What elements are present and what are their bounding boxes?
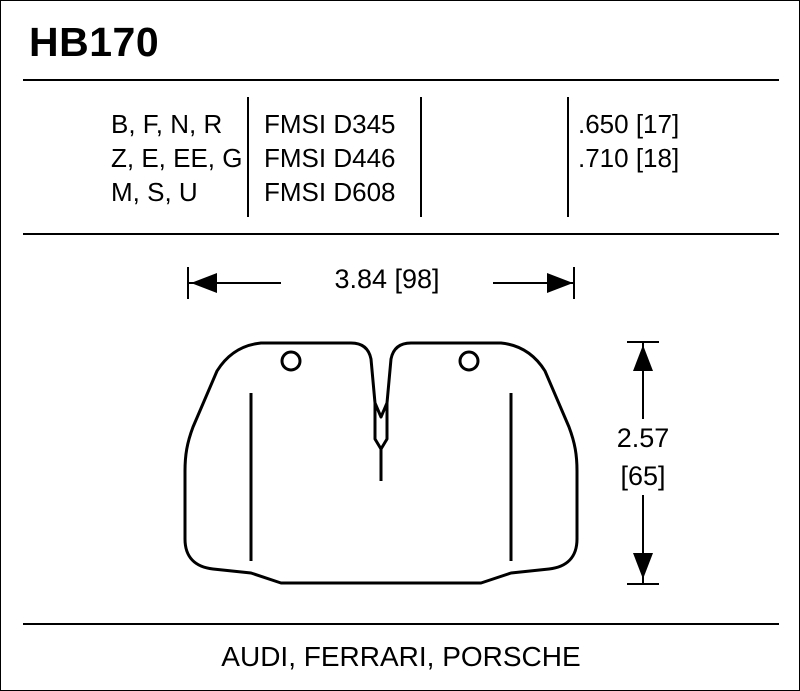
- fmsi-number-row: FMSI D446: [264, 143, 396, 173]
- arrow-left-icon: [191, 273, 217, 293]
- compound-codes-row: B, F, N, R: [111, 109, 223, 139]
- header-divider-top: [23, 79, 779, 81]
- vehicle-applications: AUDI, FERRARI, PORSCHE: [221, 641, 581, 672]
- thickness-column: [578, 107, 679, 175]
- table-column-divider-1: [247, 97, 249, 217]
- width-extension-line-left: [187, 267, 189, 299]
- height-extension-line-bottom: [627, 583, 659, 585]
- header-divider-bottom: [23, 233, 779, 235]
- arrow-down-icon: [633, 553, 653, 579]
- height-dimension-inches: 2.57: [616, 423, 670, 453]
- table-column-divider-3: [567, 97, 569, 217]
- compound-codes-row: Z, E, EE, G: [111, 143, 243, 173]
- arrow-up-icon: [633, 345, 653, 371]
- table-column-divider-2: [420, 97, 422, 217]
- arrow-right-icon: [547, 273, 573, 293]
- footer-divider: [23, 623, 779, 625]
- width-extension-line-right: [573, 267, 575, 299]
- compound-codes-row: M, S, U: [111, 177, 198, 207]
- width-dimension-label: 3.84 [98]: [281, 264, 493, 295]
- thickness-row: .650 [17]: [578, 109, 680, 139]
- fmsi-numbers-column: [264, 107, 396, 209]
- height-extension-line-top: [627, 341, 659, 343]
- height-dimension-mm: [65]: [620, 461, 666, 491]
- thickness-row: .710 [18]: [578, 143, 680, 173]
- compound-codes-column: [111, 107, 242, 209]
- fmsi-number-row: FMSI D608: [264, 177, 396, 207]
- height-dimension-label: [595, 419, 691, 495]
- fmsi-number-row: FMSI D345: [264, 109, 396, 139]
- brake-pad-outline-drawing: [181, 331, 581, 593]
- page-title: HB170: [29, 19, 160, 65]
